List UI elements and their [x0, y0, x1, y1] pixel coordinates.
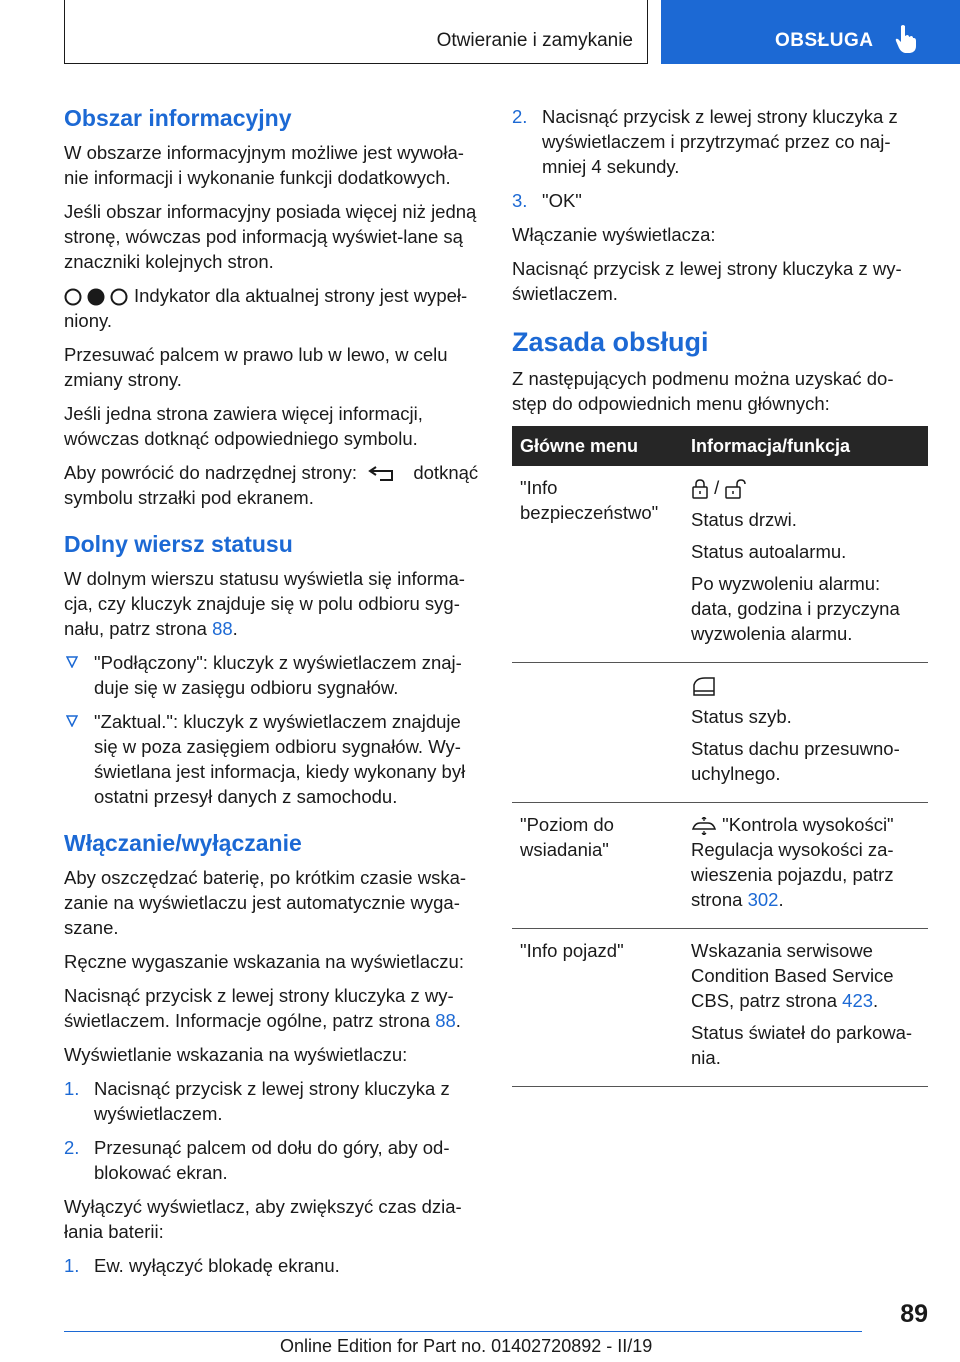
- pointing-hand-icon: [895, 24, 917, 54]
- table-cell: [512, 663, 683, 803]
- table-cell: [683, 803, 928, 929]
- table-row: [512, 466, 928, 663]
- indicator-text: Indykator dla aktualnej strony jest wypeł-niony.: [64, 285, 468, 331]
- page-number: 89: [900, 1300, 928, 1328]
- cell-icons: [691, 475, 920, 500]
- list-item: [64, 1253, 480, 1278]
- back-text-b: dotknąć symbolu strzałki pod ekranem.: [64, 462, 479, 508]
- table-cell: "Info bezpieczeństwo": [512, 466, 683, 663]
- table-row: [512, 929, 928, 1087]
- list-number: 2.: [64, 1137, 80, 1158]
- paragraph: Nacisnąć przycisk z lewej strony kluczyka z wy-świetlaczem.: [512, 258, 902, 304]
- back-arrow-icon: [368, 466, 402, 482]
- page-link[interactable]: 88: [435, 1010, 456, 1031]
- table-row: [512, 803, 928, 929]
- paragraph: W dolnym wierszu statusu wyświetla się informa-cja, czy kluczyk znajduje się w polu odbioru syg-nału, patrz strona 88.: [64, 568, 465, 639]
- section-title-status-bar: Dolny wiersz statusu: [64, 531, 293, 557]
- list-item-text: Ew. wyłączyć blokadę ekranu.: [94, 1255, 340, 1276]
- paragraph: Wyświetlanie wskazania na wyświetlaczu:: [64, 1044, 408, 1065]
- list-item-text: "Podłączony": kluczyk z wyświetlaczem znaj-duje się w zasięgu odbioru sygnałów.: [94, 652, 462, 698]
- triangle-bullet-icon: [66, 656, 78, 668]
- status-text: W dolnym wierszu statusu wyświetla się informa-cja, czy kluczyk znajduje się w polu odbioru syg-nału, patrz strona: [64, 568, 465, 639]
- cell-text-body: Wskazania serwisowe Condition Based Service CBS, patrz strona: [691, 940, 894, 1012]
- table-header-info-function: Informacja/funkcja: [683, 426, 928, 466]
- table-header-main-menu: Główne menu: [512, 426, 683, 466]
- paragraph: Aby oszczędzać baterię, po krótkim czasie wska-zanie na wyświetlaczu jest automatycznie wyga-szane.: [64, 867, 467, 938]
- paragraph: Nacisnąć przycisk z lewej strony kluczyka z wy-świetlaczem. Informacje ogólne, patrz strona 88.: [64, 985, 461, 1031]
- menu-table: [512, 426, 928, 1087]
- window-icon: [691, 675, 717, 697]
- cell-text: Wskazania serwisowe Condition Based Service CBS, patrz strona 423.: [691, 940, 894, 1012]
- footer-divider: [64, 1331, 862, 1332]
- paragraph: [64, 460, 480, 510]
- table-header-row: [512, 426, 928, 466]
- cell-text: Status autoalarmu.: [691, 541, 847, 563]
- table-cell: "Info pojazd": [512, 929, 683, 1087]
- cell-text: Status szyb.: [691, 706, 792, 728]
- list-number: 1.: [64, 1255, 80, 1276]
- cell-text: Status drzwi.: [691, 509, 797, 531]
- list-item-text: Nacisnąć przycisk z lewej strony kluczyka z wyświetlaczem.: [94, 1078, 450, 1124]
- icon-separator: /: [714, 477, 720, 498]
- cell-text: Status świateł do parkowa-nia.: [691, 1022, 913, 1069]
- paragraph: Włączanie wyświetlacza:: [512, 224, 716, 245]
- list-number: 3.: [512, 190, 528, 211]
- cell-text: Status dachu przesuwno-uchylnego.: [691, 738, 900, 785]
- section-title-info-area: Obszar informacyjny: [64, 105, 292, 131]
- header-tab-label: OBSŁUGA: [775, 30, 874, 51]
- header-tab[interactable]: [661, 0, 960, 64]
- table-cell: [683, 466, 928, 663]
- list-item-text: Nacisnąć przycisk z lewej strony kluczyka z wyświetlaczem i przytrzymać przez co naj-mniej 4 sekundy.: [542, 106, 898, 177]
- list-number: 2.: [512, 106, 528, 127]
- page-indicator-icon: [64, 287, 128, 307]
- table-cell: [683, 663, 928, 803]
- list-item: [512, 188, 928, 213]
- list-item-text: "Zaktual.": kluczyk z wyświetlaczem znajduje się w poza zasięgiem odbioru sygnałów. Wy-świetlana jest informacja, kiedy wykonany był ostatni przesył danych z samochodu.: [94, 711, 466, 807]
- list-item: [64, 650, 480, 700]
- paragraph: Ręczne wygaszanie wskazania na wyświetlaczu:: [64, 951, 464, 972]
- paragraph: [64, 283, 480, 333]
- lock-open-icon: [724, 478, 750, 500]
- list-item-text: Przesunąć palcem od dołu do góry, aby od-blokować ekran.: [94, 1137, 450, 1183]
- cell-text-body: "Kontrola wysokości" Regulacja wysokości za-wieszenia pojazdu, patrz strona: [691, 814, 894, 911]
- header-section-title: Otwieranie i zamykanie: [436, 30, 633, 51]
- page-link[interactable]: 88: [212, 618, 233, 639]
- table-cell: "Poziom do wsiadania": [512, 803, 683, 929]
- list-number: 1.: [64, 1078, 80, 1099]
- paragraph: Jeśli jedna strona zawiera więcej informacji, wówczas dotknąć odpowiedniego symbolu.: [64, 403, 423, 449]
- lock-closed-icon: [691, 478, 709, 500]
- ride-height-icon: [691, 817, 717, 835]
- list-item-text: "OK": [542, 190, 582, 211]
- page-link[interactable]: 423: [842, 990, 874, 1012]
- paragraph: Wyłączyć wyświetlacz, aby zwiększyć czas dzia-łania baterii:: [64, 1196, 462, 1242]
- header-section-box: [64, 0, 648, 64]
- back-text-a: Aby powrócić do nadrzędnej strony:: [64, 462, 358, 483]
- table-cell: [683, 929, 928, 1087]
- paragraph: Jeśli obszar informacyjny posiada więcej niż jedną stronę, wówczas pod informacją wyświet-lane są znaczniki kolejnych stron.: [64, 201, 477, 272]
- cell-icons: [691, 672, 920, 697]
- right-column: [512, 104, 928, 1087]
- table-row: [512, 663, 928, 803]
- paragraph: Przesuwać palcem w prawo lub w lewo, w celu zmiany strony.: [64, 344, 448, 390]
- paragraph: Z następujących podmenu można uzyskać do-stęp do odpowiednich menu głównych:: [512, 368, 894, 414]
- page-link[interactable]: 302: [747, 889, 779, 911]
- left-column: [64, 104, 480, 1287]
- section-title-on-off: Włączanie/wyłączanie: [64, 830, 302, 856]
- cell-text: "Kontrola wysokości" Regulacja wysokości za-wieszenia pojazdu, patrz strona 302.: [691, 814, 894, 911]
- cell-text: Po wyzwoleniu alarmu: data, godzina i przyczyna wyzwolenia alarmu.: [691, 573, 900, 645]
- list-item: [64, 709, 480, 809]
- paragraph: W obszarze informacyjnym możliwe jest wywoła-nie informacji i wykonanie funkcji dodatkowych.: [64, 142, 464, 188]
- paragraph-text: Nacisnąć przycisk z lewej strony kluczyka z wy-świetlaczem. Informacje ogólne, patrz strona: [64, 985, 454, 1031]
- list-item: [512, 104, 928, 179]
- list-item: [64, 1076, 480, 1126]
- triangle-bullet-icon: [66, 715, 78, 727]
- section-title-operating-principle: Zasada obsługi: [512, 327, 709, 357]
- footer-edition: Online Edition for Part no. 01402720892 - II/19: [280, 1336, 653, 1356]
- list-item: [64, 1135, 480, 1185]
